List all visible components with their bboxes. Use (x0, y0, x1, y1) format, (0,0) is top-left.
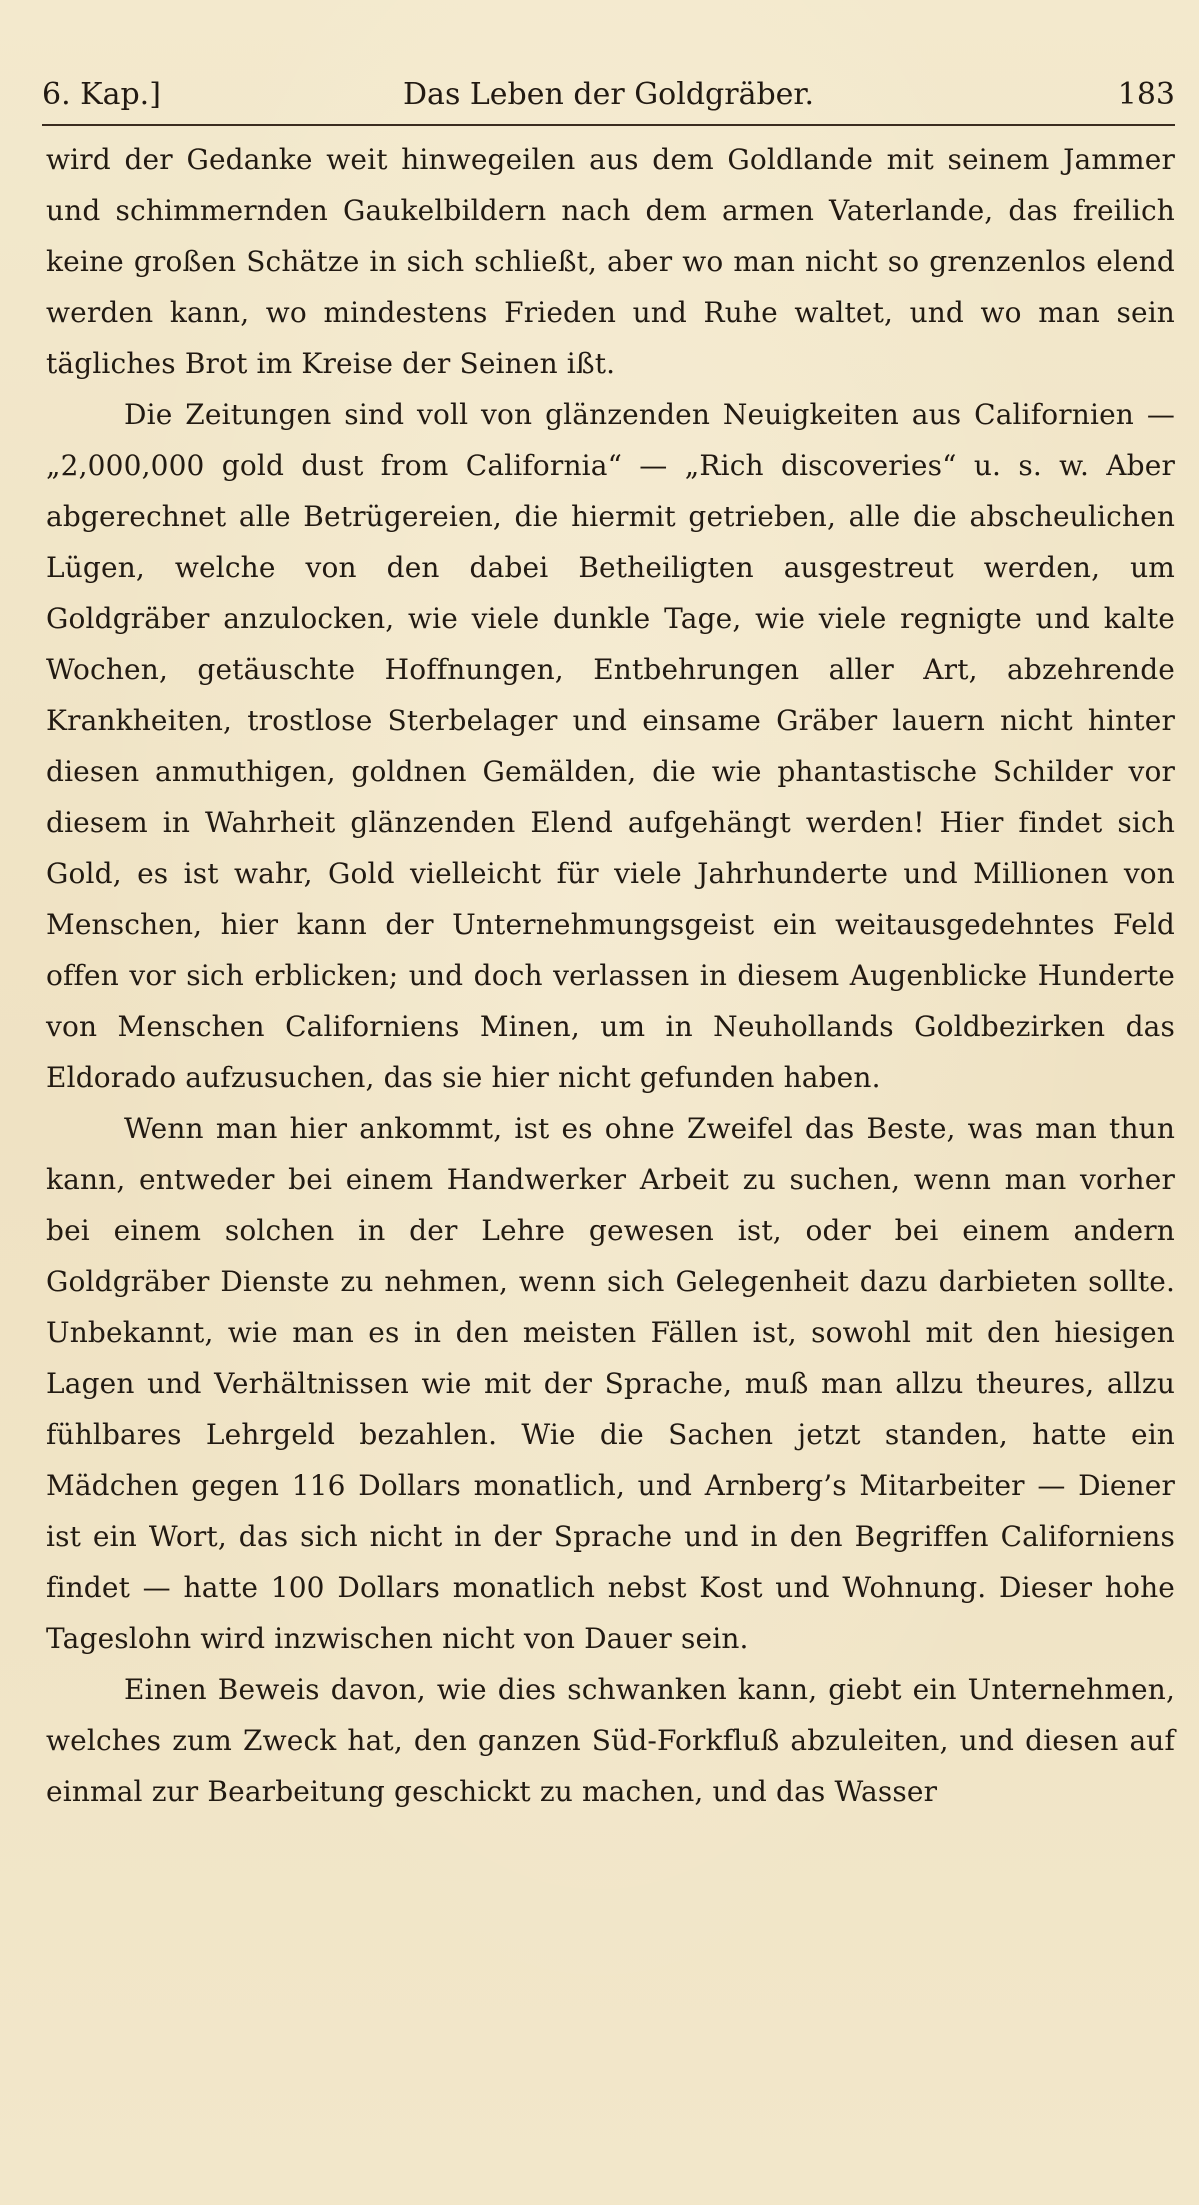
paragraph: Wenn man hier ankommt, ist es ohne Zweifel das Beste, was man thun kann, entweder bei einem Handwerker Arbeit zu suchen, wenn man vorher bei einem solchen in der Lehre gewesen ist, oder bei einem andern Goldgräber Dienste zu nehmen, wenn sich Gelegenheit dazu darbieten sollte. Unbekannt, wie man es in den meisten Fällen ist, sowohl mit den hiesigen Lagen und Verhältnissen wie mit der Sprache, muß man allzu theures, allzu fühlbares Lehrgeld bezahlen. Wie die Sachen jetzt standen, hatte ein Mädchen gegen 116 Dollars monatlich, und Arnberg’s Mitarbeiter — Diener ist ein Wort, das sich nicht in der Sprache und in den Begriffen Californiens findet — hatte 100 Dollars monatlich nebst Kost und Wohnung. Dieser hohe Tageslohn wird inzwischen nicht von Dauer sein. (46, 1112, 1175, 1655)
paragraph: Die Zeitungen sind voll von glänzenden Neuigkeiten aus Californien — „2,000,000 gold dust from California“ — „Rich discoveries“ u. s. w. Aber abgerechnet alle Betrügereien, die hiermit getrieben, alle die abscheulichen Lügen, welche von den dabei Betheiligten ausgestreut werden, um Goldgräber anzulocken, wie viele dunkle Tage, wie viele regnigte und kalte Wochen, getäuschte Hoffnungen, Entbehrungen aller Art, abzehrende Krankheiten, trostlose Sterbelager und einsame Gräber lauern nicht hinter diesen anmuthigen, goldnen Gemälden, die wie phantastische Schilder vor diesem in Wahrheit glänzenden Elend aufgehängt werden! Hier findet sich Gold, es ist wahr, Gold vielleicht für viele Jahrhunderte und Millionen von Menschen, hier kann der Unternehmungsgeist ein weitausgedehntes Feld offen vor sich erblicken; und doch verlassen in diesem Augenblicke Hunderte von Menschen Californiens Minen, um in Neuhollands Goldbezirken das Eldorado aufzusuchen, das sie hier nicht gefunden haben. (46, 398, 1175, 1094)
page-number: 183 (1117, 77, 1175, 112)
paragraph: Einen Beweis davon, wie dies schwanken kann, giebt ein Unternehmen, welches zum Zweck hat, den ganzen Süd-Forkfluß abzuleiten, und diesen auf einmal zur Bearbeitung geschickt zu machen, und das Wasser (46, 1673, 1175, 1808)
header-rule (42, 124, 1175, 126)
body-text (46, 134, 1175, 1817)
running-head (42, 70, 1175, 120)
paragraph: wird der Gedanke weit hinwegeilen aus dem Goldlande mit seinem Jammer und schimmernden Gaukelbildern nach dem armen Vaterlande, das freilich keine großen Schätze in sich schließt, aber wo man nicht so grenzenlos elend werden kann, wo mindestens Frieden und Ruhe waltet, und wo man sein tägliches Brot im Kreise der Seinen ißt. (46, 143, 1175, 380)
running-title: Das Leben der Goldgräber. (403, 77, 814, 112)
chapter-label: 6. Kap.] (42, 77, 161, 112)
